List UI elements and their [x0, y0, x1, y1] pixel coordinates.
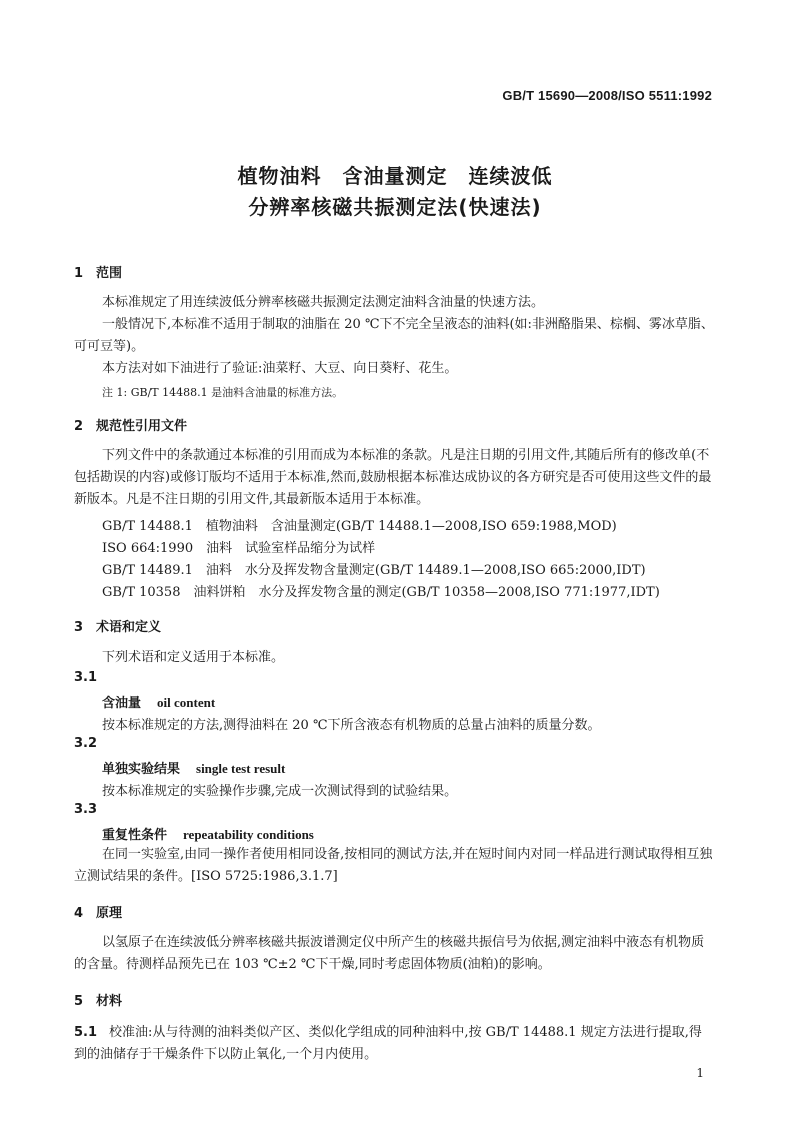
section-number: 1 — [74, 266, 84, 281]
document-title-line-1: 植物油料 含油量测定 连续波低 — [237, 164, 553, 188]
term-heading — [102, 824, 314, 843]
section-4-heading — [74, 902, 122, 921]
section-1-paragraph-3: 本方法对如下油进行了验证:油菜籽、大豆、向日葵籽、花生。 — [102, 361, 458, 376]
section-title: 术语和定义 — [96, 620, 162, 635]
clause-number: 3.2 — [74, 736, 98, 751]
term-chinese: 含油量 — [102, 696, 142, 711]
section-2-paragraph-1: 下列文件中的条款通过本标准的引用而成为本标准的条款。凡是注日期的引用文件,其随后所有的修改单(不包括勘误的内容)或修订版均不适用于本标准,然而,鼓励根据本标准达成协议的各方研究是否可使用这些文件的最新版本。凡是不注日期的引用文件,其最新版本适用于本标准。 — [74, 448, 712, 507]
reference-item: GB/T 10358 油料饼粕 水分及挥发物含量的测定(GB/T 10358—2008,ISO 771:1977,IDT) — [102, 585, 660, 600]
section-number: 5 — [74, 994, 84, 1009]
term-definition: 在同一实验室,由同一操作者使用相同设备,按相同的测试方法,并在短时间内对同一样品进行测试取得相互独立测试结果的条件。[ISO 5725:1986,3.1.7] — [74, 847, 713, 884]
section-number: 3 — [74, 620, 84, 635]
section-title: 原理 — [96, 906, 123, 921]
section-2-heading — [74, 415, 187, 434]
clause-5-1 — [74, 1022, 714, 1066]
section-3-heading — [74, 616, 161, 635]
term-chinese: 单独实验结果 — [102, 762, 181, 777]
term-chinese: 重复性条件 — [102, 828, 168, 843]
section-title: 范围 — [96, 266, 123, 281]
reference-item: GB/T 14488.1 植物油料 含油量测定(GB/T 14488.1—2008,ISO 659:1988,MOD) — [102, 519, 617, 534]
section-1-paragraph-2: 一般情况下,本标准不适用于制取的油脂在 20 ℃下不完全呈液态的油料(如:非洲酪脂果、棕榈、雾冰草脂、可可豆等)。 — [74, 317, 714, 354]
clause-text: 校准油:从与待测的油料类似产区、类似化学组成的同种油料中,按 GB/T 14488.1 规定方法进行提取,得到的油储存于干燥条件下以防止氧化,一个月内使用。 — [74, 1025, 702, 1062]
term-english: oil content — [157, 695, 216, 710]
section-number: 2 — [74, 419, 84, 434]
section-title: 规范性引用文件 — [96, 419, 188, 434]
section-1-paragraph-1: 本标准规定了用连续波低分辨率核磁共振测定法测定油料含油量的快速方法。 — [102, 295, 545, 310]
document-title-line-2: 分辨率核磁共振测定法(快速法) — [248, 195, 542, 219]
section-3-intro: 下列术语和定义适用于本标准。 — [102, 650, 285, 665]
term-heading — [102, 758, 285, 777]
section-4-paragraph-1: 以氢原子在连续波低分辨率核磁共振波谱测定仪中所产生的核磁共振信号为依据,测定油料中液态有机物质的含量。待测样品预先已在 103 ℃±2 ℃下干燥,同时考虑固体物质(油粕)的影响。 — [74, 935, 705, 972]
term-english: single test result — [196, 761, 286, 776]
term-heading — [102, 692, 215, 711]
section-1-heading — [74, 262, 122, 281]
term-definition: 按本标准规定的实验操作步骤,完成一次测试得到的试验结果。 — [102, 784, 458, 799]
standard-code: GB/T 15690—2008/ISO 5511:1992 — [502, 88, 712, 103]
reference-item: GB/T 14489.1 油料 水分及挥发物含量测定(GB/T 14489.1—2008,ISO 665:2000,IDT) — [102, 563, 646, 578]
clause-number: 3.3 — [74, 802, 98, 817]
page-number: 1 — [696, 1066, 704, 1080]
reference-item: ISO 664:1990 油料 试验室样品缩分为试样 — [102, 541, 376, 556]
section-number: 4 — [74, 906, 84, 921]
section-title: 材料 — [96, 994, 123, 1009]
term-definition: 按本标准规定的方法,测得油料在 20 ℃下所含液态有机物质的总量占油料的质量分数。 — [102, 718, 601, 733]
term-english: repeatability conditions — [183, 827, 314, 842]
section-5-heading — [74, 990, 122, 1009]
clause-number: 5.1 — [74, 1025, 98, 1040]
clause-number: 3.1 — [74, 670, 98, 685]
section-1-note: 注 1: GB/T 14488.1 是油料含油量的标准方法。 — [102, 386, 344, 399]
